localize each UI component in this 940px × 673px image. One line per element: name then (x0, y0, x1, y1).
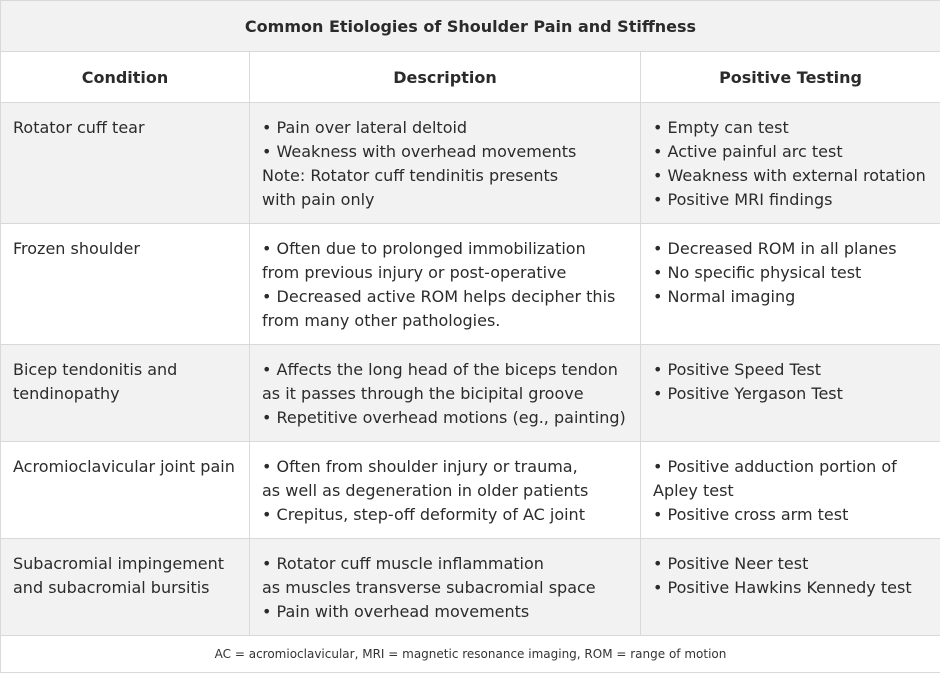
description-line: • Rotator cuff muscle inflammation (262, 552, 628, 576)
description-cell (250, 103, 641, 224)
header-row (1, 52, 940, 103)
description-line: • Repetitive overhead motions (eg., painting) (262, 406, 628, 430)
table-row (1, 224, 940, 345)
condition-cell (1, 442, 250, 539)
description-line: with pain only (262, 188, 628, 212)
footnote: AC = acromioclavicular, MRI = magnetic resonance imaging, ROM = range of motion (1, 636, 940, 673)
testing-line: • Positive Hawkins Kennedy test (653, 576, 928, 600)
testing-cell (641, 442, 940, 539)
condition-line: tendinopathy (13, 382, 237, 406)
testing-line: • Positive Speed Test (653, 358, 928, 382)
condition-line: Rotator cuff tear (13, 116, 237, 140)
testing-line: • No specific physical test (653, 261, 928, 285)
condition-cell (1, 345, 250, 442)
description-line: Note: Rotator cuff tendinitis presents (262, 164, 628, 188)
description-cell (250, 345, 641, 442)
header-condition: Condition (1, 52, 250, 103)
condition-cell (1, 103, 250, 224)
description-line: as well as degeneration in older patients (262, 479, 628, 503)
title-row (1, 1, 940, 52)
testing-cell (641, 224, 940, 345)
description-line: • Pain over lateral deltoid (262, 116, 628, 140)
description-line: as muscles transverse subacromial space (262, 576, 628, 600)
table-title: Common Etiologies of Shoulder Pain and Stiffness (1, 1, 940, 52)
description-line: • Often due to prolonged immobilization (262, 237, 628, 261)
table-row (1, 345, 940, 442)
description-cell (250, 442, 641, 539)
table-row (1, 442, 940, 539)
condition-line: Subacromial impingement (13, 552, 237, 576)
description-line: from many other pathologies. (262, 309, 628, 333)
header-description: Description (250, 52, 641, 103)
condition-line: and subacromial bursitis (13, 576, 237, 600)
description-line: • Often from shoulder injury or trauma, (262, 455, 628, 479)
testing-line: • Empty can test (653, 116, 928, 140)
testing-cell (641, 539, 940, 636)
testing-line: • Weakness with external rotation (653, 164, 928, 188)
description-cell (250, 539, 641, 636)
description-line: • Decreased active ROM helps decipher this (262, 285, 628, 309)
description-line: • Weakness with overhead movements (262, 140, 628, 164)
description-line: as it passes through the bicipital groove (262, 382, 628, 406)
header-positive-testing: Positive Testing (641, 52, 940, 103)
testing-line: Apley test (653, 479, 928, 503)
testing-cell (641, 103, 940, 224)
condition-cell (1, 224, 250, 345)
description-line: • Crepitus, step-off deformity of AC joint (262, 503, 628, 527)
testing-line: • Positive Yergason Test (653, 382, 928, 406)
testing-line: • Positive Neer test (653, 552, 928, 576)
description-line: • Affects the long head of the biceps tendon (262, 358, 628, 382)
condition-line: Acromioclavicular joint pain (13, 455, 237, 479)
condition-line: Frozen shoulder (13, 237, 237, 261)
testing-line: • Positive cross arm test (653, 503, 928, 527)
testing-line: • Normal imaging (653, 285, 928, 309)
description-line: from previous injury or post-operative (262, 261, 628, 285)
table-row (1, 103, 940, 224)
description-line: • Pain with overhead movements (262, 600, 628, 624)
table-row (1, 539, 940, 636)
testing-line: • Positive MRI findings (653, 188, 928, 212)
testing-cell (641, 345, 940, 442)
testing-line: • Decreased ROM in all planes (653, 237, 928, 261)
description-cell (250, 224, 641, 345)
testing-line: • Positive adduction portion of (653, 455, 928, 479)
condition-line: Bicep tendonitis and (13, 358, 237, 382)
condition-cell (1, 539, 250, 636)
testing-line: • Active painful arc test (653, 140, 928, 164)
